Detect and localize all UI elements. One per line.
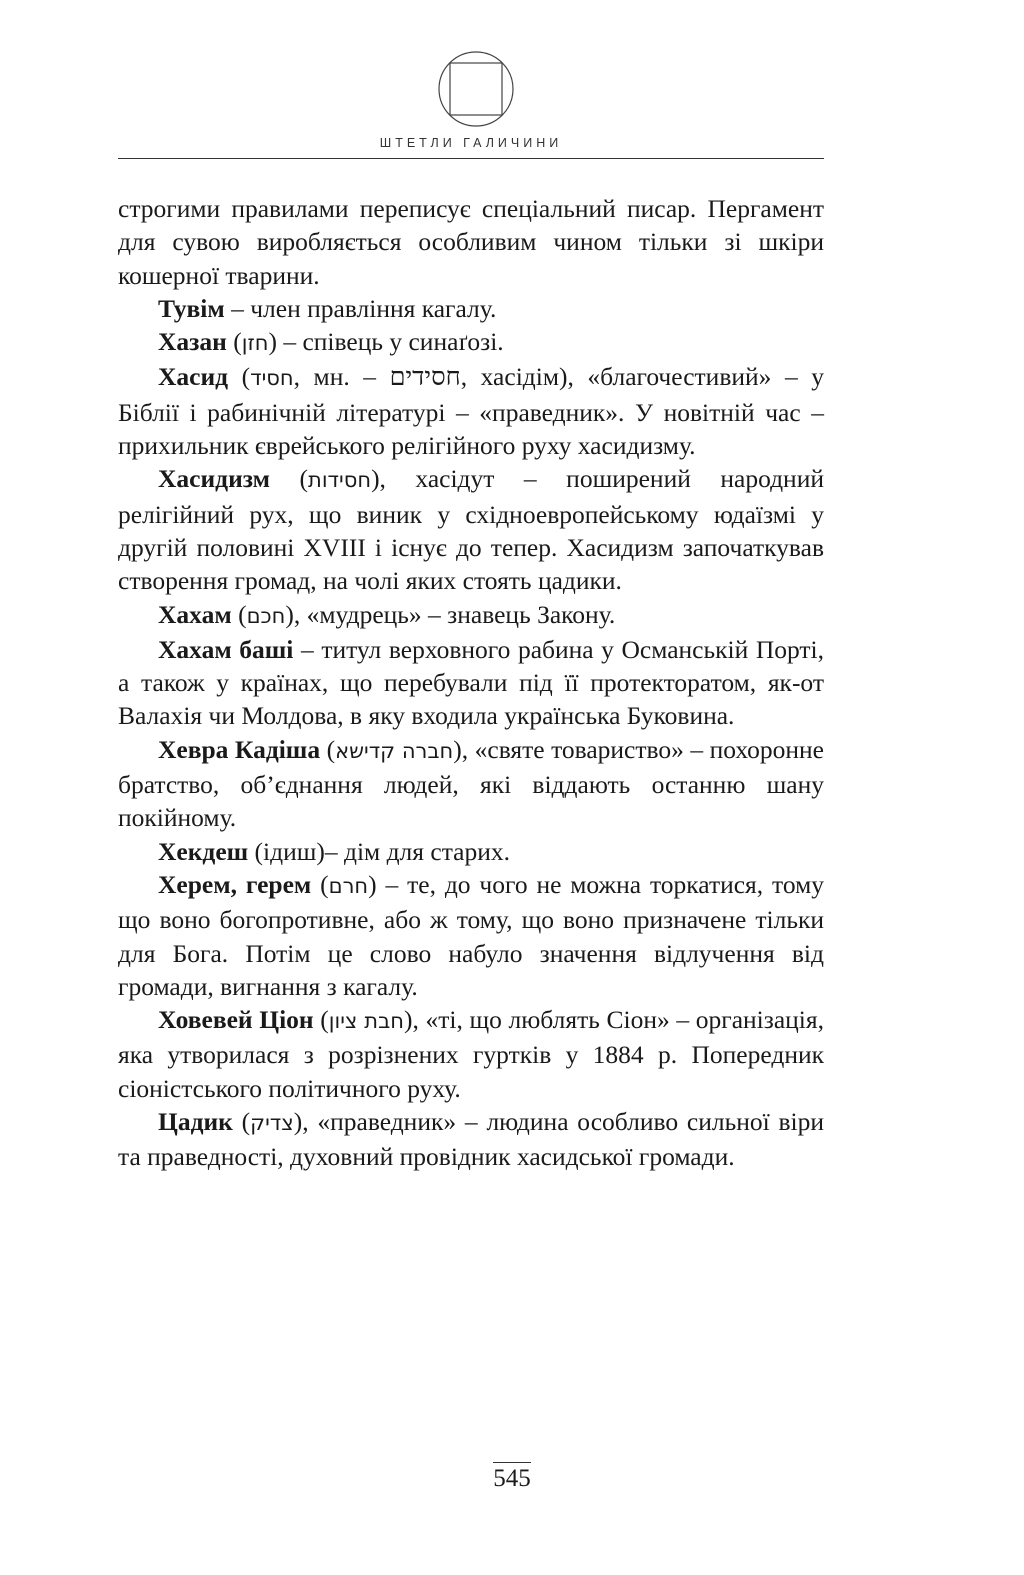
running-title: ШТЕТЛИ ГАЛИЧИНИ — [379, 136, 563, 150]
entry-hebrew: חזן — [241, 331, 269, 356]
glossary-entry: Цадик (צדיק), «праведник» – людина особливо сильної віри та праведності, духовний провідник хасидської громади. — [118, 1107, 824, 1172]
entry-term: Хекдеш — [158, 836, 249, 866]
entry-hebrew: חסיד — [250, 366, 294, 391]
page-number — [0, 1465, 1024, 1493]
entry-definition: ), «святе товариство» – похоронне братство, об’єднання людей, які віддають останню шану покійному. — [118, 734, 824, 833]
glossary-entry: Хасидизм (חסידות), хасідут – поширений народний релігійний рух, що виник у східноевропейському юдаїзмі у другій половині XVIII і існує до тепер. Хасидизм започаткував створення громад, на чолі яких стоять цадики. — [118, 464, 824, 596]
glossary-entry: Хазан (חזן) – співець у синаґозі. — [158, 327, 504, 357]
entry-definition: – титул верховного рабина у Османській Порті, а також у країнах, що перебували під її протекторатом, як-от Валахія чи Молдова, в яку входила українська Буковина. — [118, 634, 825, 731]
entry-hebrew: חברה קדישא — [335, 738, 454, 763]
entry-term: Хахам — [158, 599, 232, 629]
header-rule — [118, 158, 824, 159]
entry-hebrew: חסידות — [308, 468, 372, 493]
entry-definition: , мн. – חסידים, хасідім), «благочестивий» – у Біблії і рабинічній літературі – «праведник». У новітній час – прихильник єврейського релігійного руху хасидизму. — [118, 362, 824, 461]
entry-definition: (ідиш)– дім для старих. — [248, 836, 510, 866]
entry-term: Хасидизм — [158, 464, 271, 494]
entry-term: Хазан — [158, 327, 227, 357]
entry-term: Ховевей Ціон — [158, 1005, 314, 1035]
entry-definition: ) – те, до чого не можна торкатися, тому що воно богопротивне, або ж тому, що воно призначене тільки для Бога. Потім це слово набуло значення відлучення від громади, вигнання з кагалу. — [118, 869, 824, 1001]
glossary-text — [118, 192, 824, 1174]
entry-term: Цадик — [158, 1107, 233, 1137]
circle-square-emblem-icon — [437, 50, 515, 128]
entry-definition: – співець у синаґозі. — [276, 327, 504, 357]
entry-term: Хевра Кадіша — [158, 734, 321, 764]
entry-term: Тувім — [158, 293, 225, 323]
glossary-entry: Хевра Кадіша (חברה קדישא), «святе товариство» – похоронне братство, об’єднання людей, які віддають останню шану покійному. — [118, 734, 824, 833]
entry-definition: ), «праведник» – людина особливо сильної віри та праведності, духовний провідник хасидської громади. — [118, 1107, 824, 1172]
entry-hebrew: חרם — [328, 873, 369, 898]
entry-hebrew: חכם — [246, 603, 286, 628]
glossary-entry: Хахам (חכם), «мудрець» – знавець Закону. — [158, 599, 616, 629]
entry-definition: ), хасідут – поширений народний релігійний рух, що виник у східноевропейському юдаїзмі у другій половині XVIII і існує до тепер. Хасидизм започаткував створення громад, на чолі яких стоять цадики. — [118, 464, 824, 596]
entry-definition: – член правління кагалу. — [224, 293, 497, 323]
glossary-entry — [118, 292, 824, 325]
continuation-paragraph: строгими правилами переписує спеціальний писар. Пергамент для сувою виробляється особливим чином тільки зі шкіри кошерної тварини. — [118, 194, 824, 290]
entry-term: Хахам баші — [158, 634, 294, 664]
glossary-entry: Ховевей Ціон (חבת ציון), «ті, що люблять Сіон» – організація, яка утворилася з розрізнених гуртків у 1884 р. Попередник сіоністського політичного руху. — [118, 1005, 824, 1103]
glossary-entry — [118, 835, 824, 868]
entry-term: Хасид — [158, 362, 229, 392]
page-number-text: 545 — [493, 1462, 531, 1492]
glossary-entry: Хасид (חסיד, мн. – חסידים, хасідім), «благочестивий» – у Біблії і рабинічній літературі – «праведник». У новітній час – прихильник єврейського релігійного руху хасидизму. — [118, 362, 824, 461]
entry-hebrew: צדיק — [250, 1111, 294, 1136]
entry-hebrew: חבת ציון — [328, 1009, 404, 1034]
glossary-entry: Херем, герем (חרם) – те, до чого не можна торкатися, тому що воно богопротивне, або ж тому, що воно призначене тільки для Бога. Потім це слово набуло значення відлучення від громади, вигнання з кагалу. — [118, 869, 824, 1001]
glossary-entry — [118, 633, 824, 733]
entry-definition: ), «мудрець» – знавець Закону. — [285, 599, 616, 629]
entry-definition: ), «ті, що люблять Сіон» – організація, яка утворилася з розрізнених гуртків у 1884 р. Попередник сіоністського політичного руху. — [118, 1005, 824, 1103]
entry-term: Херем, герем — [158, 869, 312, 899]
